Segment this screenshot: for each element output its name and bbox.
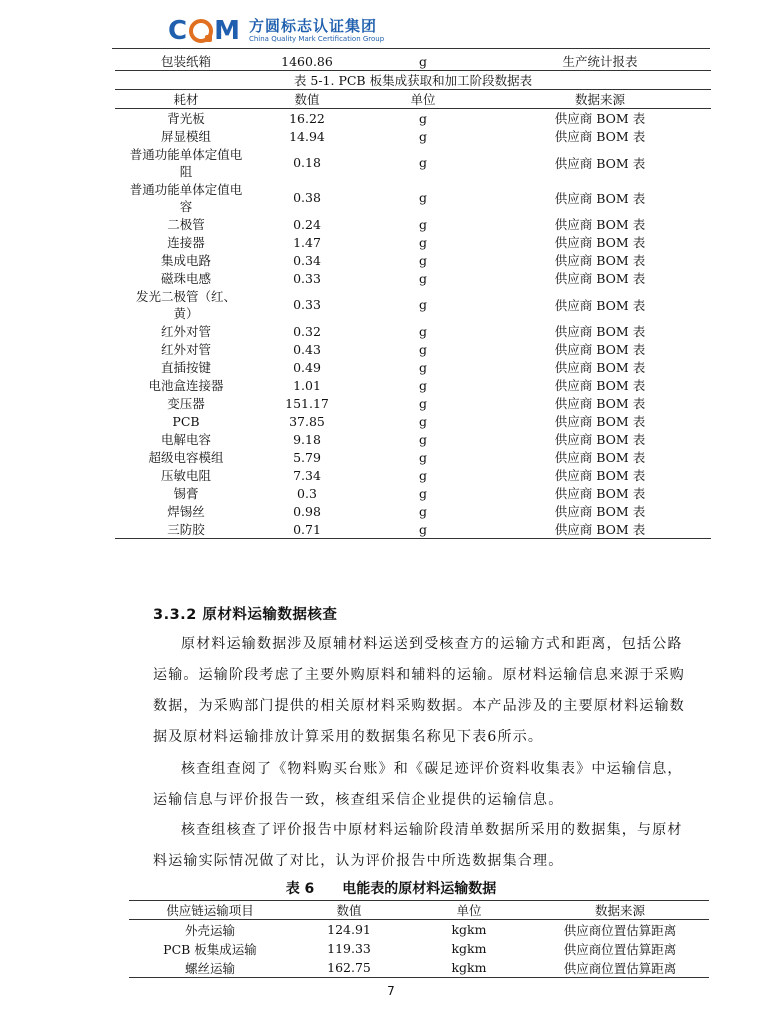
table-cell: 螺丝运输 xyxy=(129,958,291,978)
table-cell: 供应商 BOM 表 xyxy=(554,129,646,144)
table-cell: kgkm xyxy=(407,958,531,978)
table-cell: 外壳运输 xyxy=(184,922,235,938)
table-cell: 电解电容 xyxy=(160,432,211,447)
table-cell: g xyxy=(418,270,427,286)
table-cell: 0.18 xyxy=(293,155,321,170)
table-cell: g xyxy=(418,323,427,339)
table-cell: 供应商 BOM 表 xyxy=(554,360,646,375)
table-row xyxy=(115,484,711,502)
table-cell: 直插按键 xyxy=(160,360,211,375)
table-row xyxy=(115,340,711,358)
cqm-logo xyxy=(168,16,384,46)
table-row xyxy=(115,412,711,430)
table-cell: 0.43 xyxy=(293,341,321,357)
table-row xyxy=(115,180,711,215)
table-cell: 供应商 BOM 表 xyxy=(554,324,646,339)
logo-text xyxy=(249,18,384,44)
table-row xyxy=(115,376,711,394)
table-cell: 磁珠电感 xyxy=(160,271,211,286)
column-header: 数值 xyxy=(291,901,407,920)
table-cell: 0.32 xyxy=(293,323,321,339)
table-caption-row xyxy=(115,71,711,90)
table-cell: 超级电容模组 xyxy=(148,450,224,465)
table-cell: 供应商 BOM 表 xyxy=(554,342,646,357)
table-cell: 供应商位置估算距离 xyxy=(563,941,677,957)
table-cell: 9.18 xyxy=(293,431,321,447)
table-row xyxy=(115,520,711,539)
table-header-row xyxy=(115,90,711,109)
table-cell: g xyxy=(418,449,427,465)
table-cell: 供应商 BOM 表 xyxy=(554,235,646,250)
page-header xyxy=(0,0,782,52)
table-row xyxy=(115,394,711,412)
table-cell: 5.79 xyxy=(293,449,321,465)
table-cell: 16.22 xyxy=(289,110,325,126)
table-cell: g xyxy=(418,53,427,69)
table-cell: 红外对管 xyxy=(160,342,211,357)
table-cell: 0.98 xyxy=(293,503,321,519)
table-cell: 发光二极管（红、黄） xyxy=(135,288,236,321)
table-row xyxy=(115,287,711,322)
section-title: 3.3.2 原材料运输数据核查 xyxy=(153,607,338,623)
table-cell: 0.33 xyxy=(293,297,321,312)
table-cell: g xyxy=(418,216,427,232)
table-cell: 37.85 xyxy=(289,413,325,429)
table-cell: g xyxy=(418,297,427,312)
table-cell: 供应商 BOM 表 xyxy=(489,520,711,539)
table-cell: 普通功能单体定值电容 xyxy=(129,181,243,214)
table-cell: g xyxy=(418,252,427,268)
table-cell: 119.33 xyxy=(327,941,371,956)
table-cell: 供应商 BOM 表 xyxy=(554,504,646,519)
table-row xyxy=(129,958,709,978)
table-cell: kgkm xyxy=(451,941,487,956)
table-cell: 二极管 xyxy=(167,217,205,232)
logo-letter-c: C xyxy=(168,16,189,46)
table-cell: 0.71 xyxy=(257,520,357,539)
column-header: 供应链运输项目 xyxy=(129,901,291,920)
org-name-cn: 方圆标志认证集团 xyxy=(248,17,377,35)
table-cell: 连接器 xyxy=(167,235,205,250)
table-cell: 供应商 BOM 表 xyxy=(554,396,646,411)
table-cell: 供应商位置估算距离 xyxy=(563,922,677,938)
logo-mark xyxy=(168,16,241,46)
table-cell: g xyxy=(418,341,427,357)
logo-letter-m: M xyxy=(214,16,241,46)
table-row xyxy=(115,430,711,448)
table-cell: g xyxy=(418,234,427,250)
page-number: 7 xyxy=(387,984,395,998)
logo-q-ring-icon xyxy=(189,19,213,43)
table-cell: g xyxy=(418,155,427,170)
table-cell: g xyxy=(418,467,427,483)
table-row xyxy=(129,920,709,940)
table-cell: 1.47 xyxy=(293,234,321,250)
table-cell: 屏显模组 xyxy=(160,129,211,144)
table-cell: 电池盒连接器 xyxy=(148,378,224,393)
table-cell: 焊锡丝 xyxy=(167,504,205,519)
paragraph: 核查组查阅了《物料购买台账》和《碳足迹评价资料收集表》中运输信息，运输信息与评价报告一致，核查组采信企业提供的运输信息。 xyxy=(153,761,683,808)
table-row xyxy=(115,358,711,376)
table-row xyxy=(115,109,711,128)
table-cell: 供应商 BOM 表 xyxy=(554,486,646,501)
table-cell: g xyxy=(418,431,427,447)
table-cell: 变压器 xyxy=(167,396,205,411)
table-row xyxy=(115,322,711,340)
table-cell: kgkm xyxy=(451,922,487,937)
table-header-row xyxy=(129,901,709,920)
table-cell: 供应商 BOM 表 xyxy=(554,297,646,313)
table-cell: 162.75 xyxy=(291,958,407,978)
table-cell: 供应商 BOM 表 xyxy=(554,450,646,465)
column-header: 数据来源 xyxy=(531,901,709,920)
table-row xyxy=(115,269,711,287)
paragraph: 原材料运输数据涉及原辅材料运送到受核查方的运输方式和距离，包括公路运输。运输阶段考虑了主要外购原料和辅料的运输。原材料运输信息来源于采购数据，为采购部门提供的相关原材料采购数据。本产品涉及的主要原材料运输数据及原材料运输排放计算采用的数据集名称见下表6所示。 xyxy=(153,636,685,745)
table-cell: 三防胶 xyxy=(115,520,257,539)
table-cell: 0.24 xyxy=(293,216,321,232)
table-cell: 供应商 BOM 表 xyxy=(554,111,646,126)
table-cell: g xyxy=(418,485,427,501)
table-row-prev xyxy=(115,52,711,71)
table-cell: 供应商位置估算距离 xyxy=(531,958,709,978)
table-cell: 供应商 BOM 表 xyxy=(554,155,646,171)
table6-caption: 表 6 电能表的原材料运输数据 xyxy=(285,881,497,897)
table-cell: g xyxy=(418,359,427,375)
table-cell: 供应商 BOM 表 xyxy=(554,190,646,206)
table-cell: 集成电路 xyxy=(160,253,211,268)
table-cell: 供应商 BOM 表 xyxy=(554,217,646,232)
column-header: 耗材 xyxy=(115,90,257,109)
table-cell: 0.34 xyxy=(293,252,321,268)
table-cell: 151.17 xyxy=(285,395,329,411)
table-row xyxy=(115,448,711,466)
table-cell: 0.49 xyxy=(293,359,321,375)
header-divider xyxy=(112,48,710,49)
table-cell: 生产统计报表 xyxy=(562,54,638,69)
column-header: 单位 xyxy=(357,90,489,109)
table-cell: 背光板 xyxy=(167,111,205,126)
table-cell: 供应商 BOM 表 xyxy=(554,271,646,286)
table-cell: PCB xyxy=(172,413,200,429)
table-cell: 红外对管 xyxy=(160,324,211,339)
table-cell: g xyxy=(418,395,427,411)
table-cell: 124.91 xyxy=(327,922,371,937)
table-cell: g xyxy=(357,520,489,539)
pcb-material-table xyxy=(115,52,711,539)
table-row xyxy=(115,145,711,180)
table-cell: 1460.86 xyxy=(281,53,333,69)
table1-caption: 表 5-1. PCB 板集成获取和加工阶段数据表 xyxy=(115,71,711,90)
table-row xyxy=(129,939,709,958)
table-cell: 普通功能单体定值电阻 xyxy=(129,146,243,179)
column-header: 数据来源 xyxy=(489,90,711,109)
table-cell: 供应商 BOM 表 xyxy=(554,432,646,447)
table-row xyxy=(115,466,711,484)
table-cell: PCB 板集成运输 xyxy=(163,941,257,957)
table-cell: 供应商 BOM 表 xyxy=(554,253,646,268)
table-row xyxy=(115,233,711,251)
table-cell: 0.38 xyxy=(293,190,321,205)
paragraph: 核查组核查了评价报告中原材料运输阶段清单数据所采用的数据集，与原材料运输实际情况做了对比，认为评价报告中所选数据集合理。 xyxy=(153,822,683,869)
table-cell: g xyxy=(418,190,427,205)
table-row xyxy=(115,215,711,233)
table-cell: 0.3 xyxy=(297,485,317,501)
table-cell: 14.94 xyxy=(289,128,325,144)
table-cell: 供应商 BOM 表 xyxy=(554,414,646,429)
table-cell: g xyxy=(418,128,427,144)
table-cell: g xyxy=(418,110,427,126)
transport-table xyxy=(129,900,709,978)
table-cell: 供应商 BOM 表 xyxy=(554,378,646,393)
table-row xyxy=(115,127,711,145)
table-cell: 0.33 xyxy=(293,270,321,286)
table-cell: 7.34 xyxy=(293,467,321,483)
table-cell: 包装纸箱 xyxy=(160,54,211,69)
org-name-en: China Quality Mark Certification Group xyxy=(248,35,385,43)
table-cell: 压敏电阻 xyxy=(160,468,211,483)
table-row xyxy=(115,502,711,520)
table-cell: g xyxy=(418,503,427,519)
table-cell: g xyxy=(418,413,427,429)
table-cell: g xyxy=(418,377,427,393)
table-cell: 锡膏 xyxy=(173,486,199,501)
column-header: 单位 xyxy=(407,901,531,920)
table-row xyxy=(115,251,711,269)
column-header: 数值 xyxy=(257,90,357,109)
table-cell: 供应商 BOM 表 xyxy=(554,468,646,483)
table-cell: 1.01 xyxy=(293,377,321,393)
